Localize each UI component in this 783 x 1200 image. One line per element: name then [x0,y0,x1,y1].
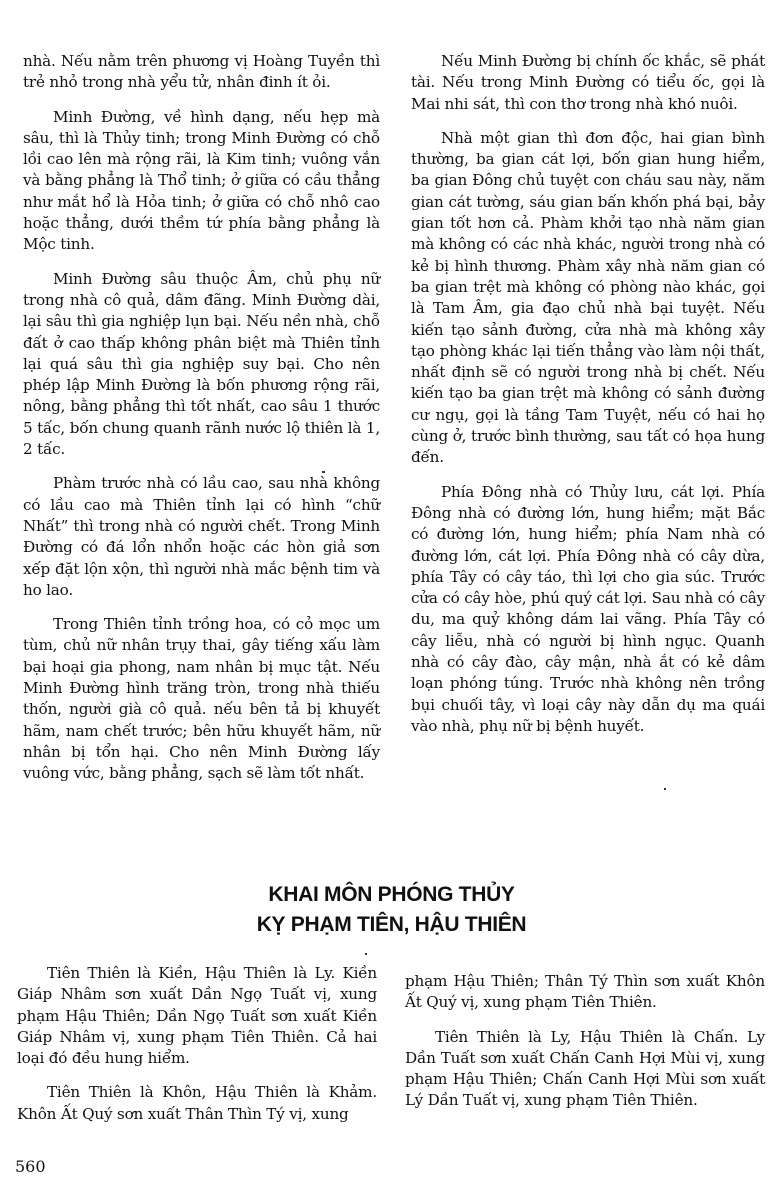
paragraph: Nếu Minh Đường bị chính ốc khắc, sẽ phát tài. Nếu trong Minh Đường có tiểu ốc, gọi là Mai nhi sát, thì con thơ trong nhà khó nuôi. [411,52,765,113]
top-left-column [23,51,380,798]
paragraph: nhà. Nếu nằm trên phương vị Hoàng Tuyền thì trẻ nhỏ trong nhà yểu tử, nhân đinh ít ỏi. [23,52,380,92]
paragraph: Minh Đường sâu thuộc Âm, chủ phụ nữ trong nhà cô quả, dâm đãng. Minh Đường dài, lại sâu thì gia nghiệp lụn bại. Nếu nền nhà, chỗ đất ở cao thấp không phân biệt mà Thiên tỉnh lại quá sâu thì gia nghiệp suy bại. Cho nên phép lập Minh Đường là bốn phương rộng rãi, nông, bằng phẳng thì tốt nhất, cao sâu 1 thước 5 tấc, bốn chung quanh rãnh nước lộ thiên là 1, 2 tấc. [23,269,380,459]
paragraph: Trong Thiên tỉnh trồng hoa, có cỏ mọc um tùm, chủ nữ nhân trụy thai, gây tiếng xấu làm bại hoại gia phong, nam nhân bị mục tật. Nếu Minh Đường hình trăng tròn, trong nhà thiếu thốn, người già cô quả. nếu bên tả bị khuyết hãm, nam chết trước; bên hữu khuyết hãm, nữ nhân bị tổn hại. Cho nên Minh Đường lấy vuông vức, bằng phẳng, sạch sẽ làm tốt nhất. [23,615,380,783]
page-number: 560 [15,1157,46,1176]
scan-speck [664,788,666,790]
top-right-column [411,51,765,750]
paragraph: Tiên Thiên là Khôn, Hậu Thiên là Khảm. Khôn Ất Quý sơn xuất Thân Thìn Tý vị, xung [17,1083,377,1123]
scan-speck [365,953,367,955]
paragraph: Tiên Thiên là Kiền, Hậu Thiên là Ly. Kiền Giáp Nhâm sơn xuất Dần Ngọ Tuất vị, xung phạm Hậu Thiên; Dần Ngọ Tuất sơn xuất Kiền Giáp Nhâm vị, xung phạm Tiên Thiên. Cả hai loại đó đều hung hiểm. [17,964,377,1068]
bottom-right-column [405,971,765,1125]
bottom-left-column [17,963,377,1138]
paragraph: Nhà một gian thì đơn độc, hai gian bình thường, ba gian cát lợi, bốn gian hung hiểm, ba gian Đông chủ tuyệt con cháu sau này, năm gian cát tường, sáu gian bấn khốn phá bại, bảy gian tốt hơn cả. Phàm khởi tạo nhà năm gian mà không có các nhà khác, người trong nhà có kẻ bị hình thương. Phàm xây nhà năm gian có ba gian trệt mà không có phòng nào khác, gọi là Tam Âm, gia đạo chủ nhà bại tuyệt. Nếu kiến tạo sảnh đường, cửa nhà mà không xây tạo phòng khác lại tiến thẳng vào làm nội thất, nhất định sẽ có người trong nhà bị chết. Nếu kiến tạo ba gian trệt mà không có sảnh đường cư ngụ, gọi là tầng Tam Tuyệt, nếu có hai họ cùng ở, trước bình thường, sau tất có họa hung đến. [411,128,765,467]
section-heading-line-1: KHAI MÔN PHÓNG THỦY [268,883,515,906]
paragraph: Phàm trước nhà có lầu cao, sau nhà không có lầu cao mà Thiên tỉnh lại có hình “chữ Nhất” thì trong nhà có người chết. Trong Minh Đường có đá lổn nhổn hoặc các hòn giả sơn xếp đặt lộn xộn, thì người nhà mắc bệnh tim và ho lao. [23,474,380,599]
paragraph: Minh Đường, về hình dạng, nếu hẹp mà sâu, thì là Thủy tinh; trong Minh Đường có chỗ lồi cao lên mà rộng rãi, là Kim tinh; vuông vắn và bằng phẳng là Thổ tinh; ở giữa có cầu thẳng như mắt hổ là Hỏa tinh; ở giữa có chỗ nhô cao hoặc thẳng, dưới thềm tứ phía bằng phẳng là Mộc tinh. [23,107,380,254]
section-heading-line-2: KỴ PHẠM TIÊN, HẬU THIÊN [256,913,527,936]
paragraph: Tiên Thiên là Ly, Hậu Thiên là Chấn. Ly Dần Tuất sơn xuất Chấn Canh Hợi Mùi vị, xung phạm Hậu Thiên; Chấn Canh Hợi Mùi sơn xuất Lý Dần Tuất vị, xung phạm Tiên Thiên. [405,1027,765,1110]
section-heading [0,880,783,940]
paragraph: phạm Hậu Thiên; Thân Tý Thìn sơn xuất Khôn Ất Quý vị, xung phạm Tiên Thiên. [405,972,765,1012]
scan-speck [322,471,325,473]
paragraph: Phía Đông nhà có Thủy lưu, cát lợi. Phía Đông nhà có đường lớn, hung hiểm; mặt Bắc có đường lớn, hung hiểm; phía Nam nhà có đường lớn, cát lợi. Phía Đông nhà có cây dừa, phía Tây có cây táo, thì lợi cho gia súc. Trước cửa có cây hòe, phú quý cát lợi. Sau nhà có cây du, ma quỷ không dám lai vãng. Phía Tây có cây liễu, nhà có người bị hình ngục. Quanh nhà có cây đào, cây mận, nhà ắt có kẻ dâm loạn phóng túng. Trước nhà không nên trồng bụi chuối tây, vì loại cây này dẫn dụ ma quái vào nhà, phụ nữ bị bệnh huyết. [411,482,765,735]
